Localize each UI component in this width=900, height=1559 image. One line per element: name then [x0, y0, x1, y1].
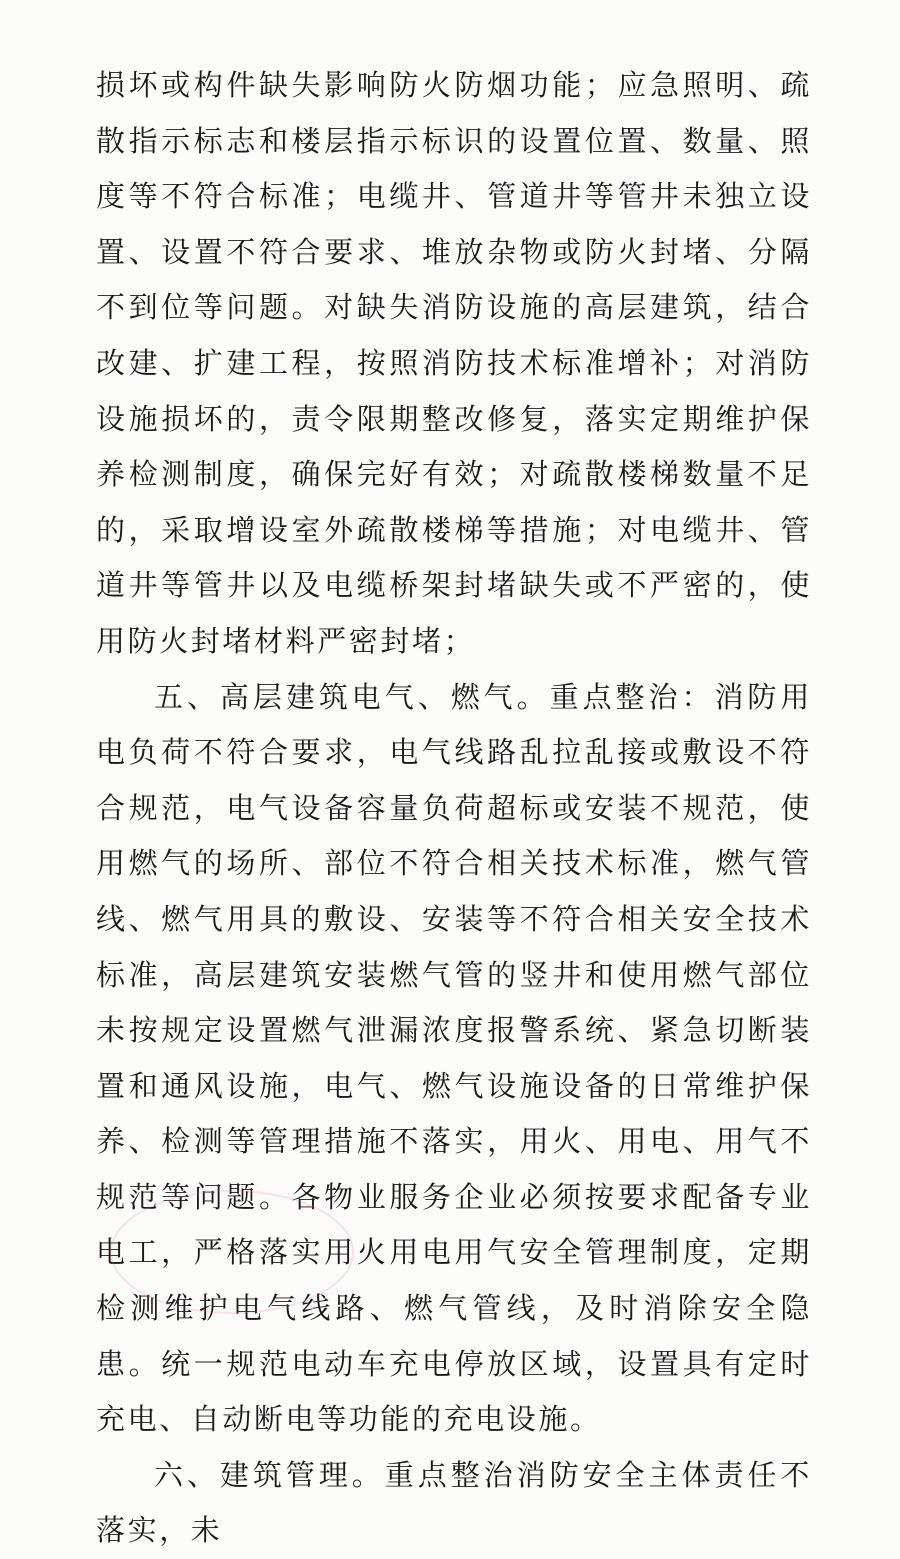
document-page — [96, 58, 812, 1559]
paragraph-continuation: 损坏或构件缺失影响防火防烟功能；应急照明、疏散指示标志和楼层指示标识的设置位置、数量、照度等不符合标准；电缆井、管道井等管井未独立设置、设置不符合要求、堆放杂物或防火封堵、分隔不到位等问题。对缺失消防设施的高层建筑，结合改建、扩建工程，按照消防技术标准增补；对消防设施损坏的，责令限期整改修复，落实定期维护保养检测制度，确保完好有效；对疏散楼梯数量不足的，采取增设室外疏散楼梯等措施；对电缆井、管道井等管井以及电缆桥架封堵缺失或不严密的，使用防火封堵材料严密封堵； — [96, 68, 812, 658]
paragraph-section-five: 五、高层建筑电气、燃气。重点整治：消防用电负荷不符合要求，电气线路乱拉乱接或敷设不符合规范，电气设备容量负荷超标或安装不规范，使用燃气的场所、部位不符合相关技术标准，燃气管线、燃气用具的敷设、安装等不符合相关安全技术标准，高层建筑安装燃气管的竖井和使用燃气部位未按规定设置燃气泄漏浓度报警系统、紧急切断装置和通风设施，电气、燃气设施设备的日常维护保养、检测等管理措施不落实，用火、用电、用气不规范等问题。各物业服务企业必须按要求配备专业电工，严格落实用火用电用气安全管理制度，定期检测维护电气线路、燃气管线，及时消除安全隐患。统一规范电动车充电停放区域，设置具有定时充电、自动断电等功能的充电设施。 — [96, 679, 812, 1437]
paragraph-section-six: 六、建筑管理。重点整治消防安全主体责任不落实，未 — [96, 1457, 812, 1548]
